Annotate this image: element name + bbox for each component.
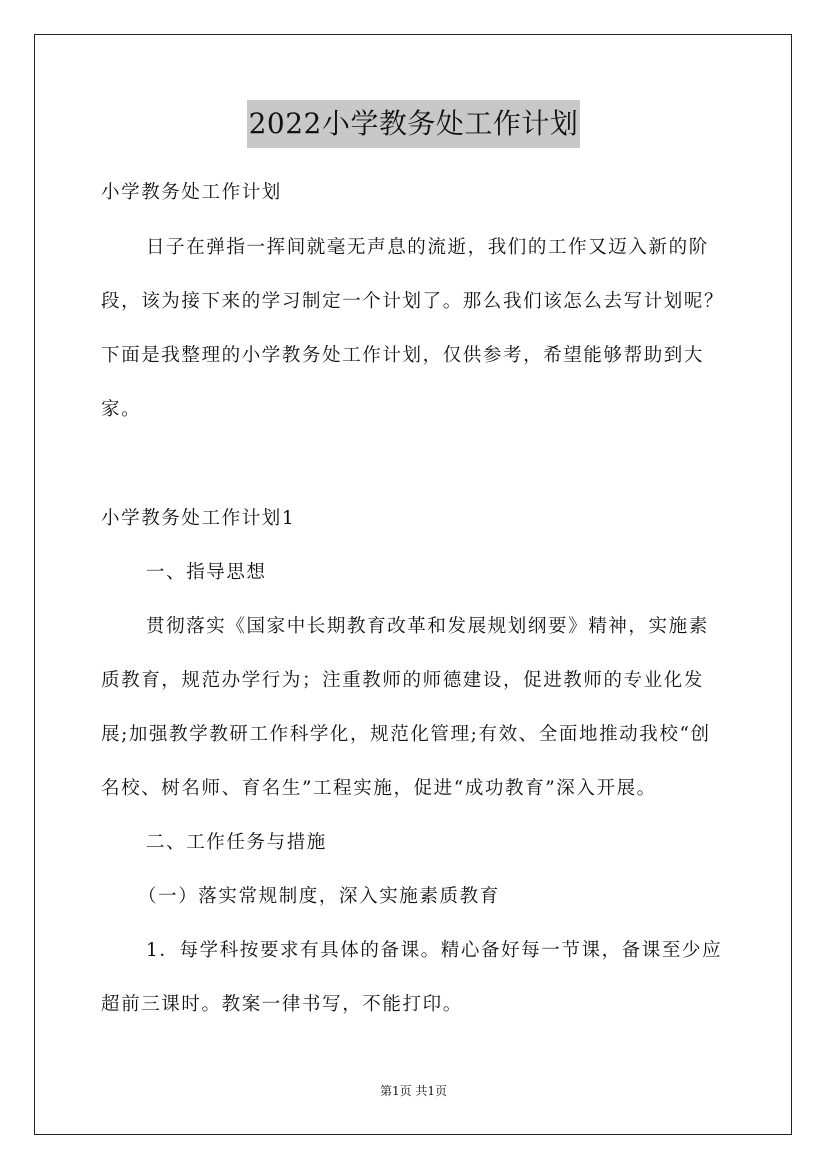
heading-tasks-measures: 二、工作任务与措施 bbox=[146, 832, 327, 853]
intro-line: 日子在弹指一挥间就毫无声息的流逝，我们的工作又迈入新的阶 bbox=[146, 237, 709, 258]
paragraph-line: 展;加强教学教研工作科学化，规范化管理;有效、全面地推动我校“创 bbox=[101, 724, 711, 745]
document-title: 2022小学教务处工作计划 bbox=[247, 100, 581, 148]
sub-heading: （一）落实常规制度，深入实施素质教育 bbox=[138, 886, 500, 907]
paragraph-line: 名校、树名师、育名生”工程实施，促进“成功教育”深入开展。 bbox=[101, 778, 657, 799]
page-footer: 第1页 共1页 bbox=[379, 1084, 448, 1098]
intro-line: 段，该为接下来的学习制定一个计划了。那么我们该怎么去写计划呢？ bbox=[101, 291, 725, 312]
item-line: 1．每学科按要求有具体的备课。精心备好每一节课，备课至少应 bbox=[146, 940, 723, 961]
intro-line: 家。 bbox=[101, 399, 142, 420]
heading-guiding-thought: 一、指导思想 bbox=[146, 562, 267, 583]
item-line: 超前三课时。教案一律书写，不能打印。 bbox=[101, 994, 463, 1015]
intro-line: 下面是我整理的小学教务处工作计划，仅供参考，希望能够帮助到大 bbox=[101, 345, 705, 366]
subtitle: 小学教务处工作计划 bbox=[101, 182, 282, 203]
paragraph-line: 质教育，规范办学行为；注重教师的师德建设，促进教师的专业化发 bbox=[101, 670, 705, 691]
section-title: 小学教务处工作计划1 bbox=[101, 508, 296, 529]
paragraph-line: 贯彻落实《国家中长期教育改革和发展规划纲要》精神，实施素 bbox=[146, 616, 709, 637]
